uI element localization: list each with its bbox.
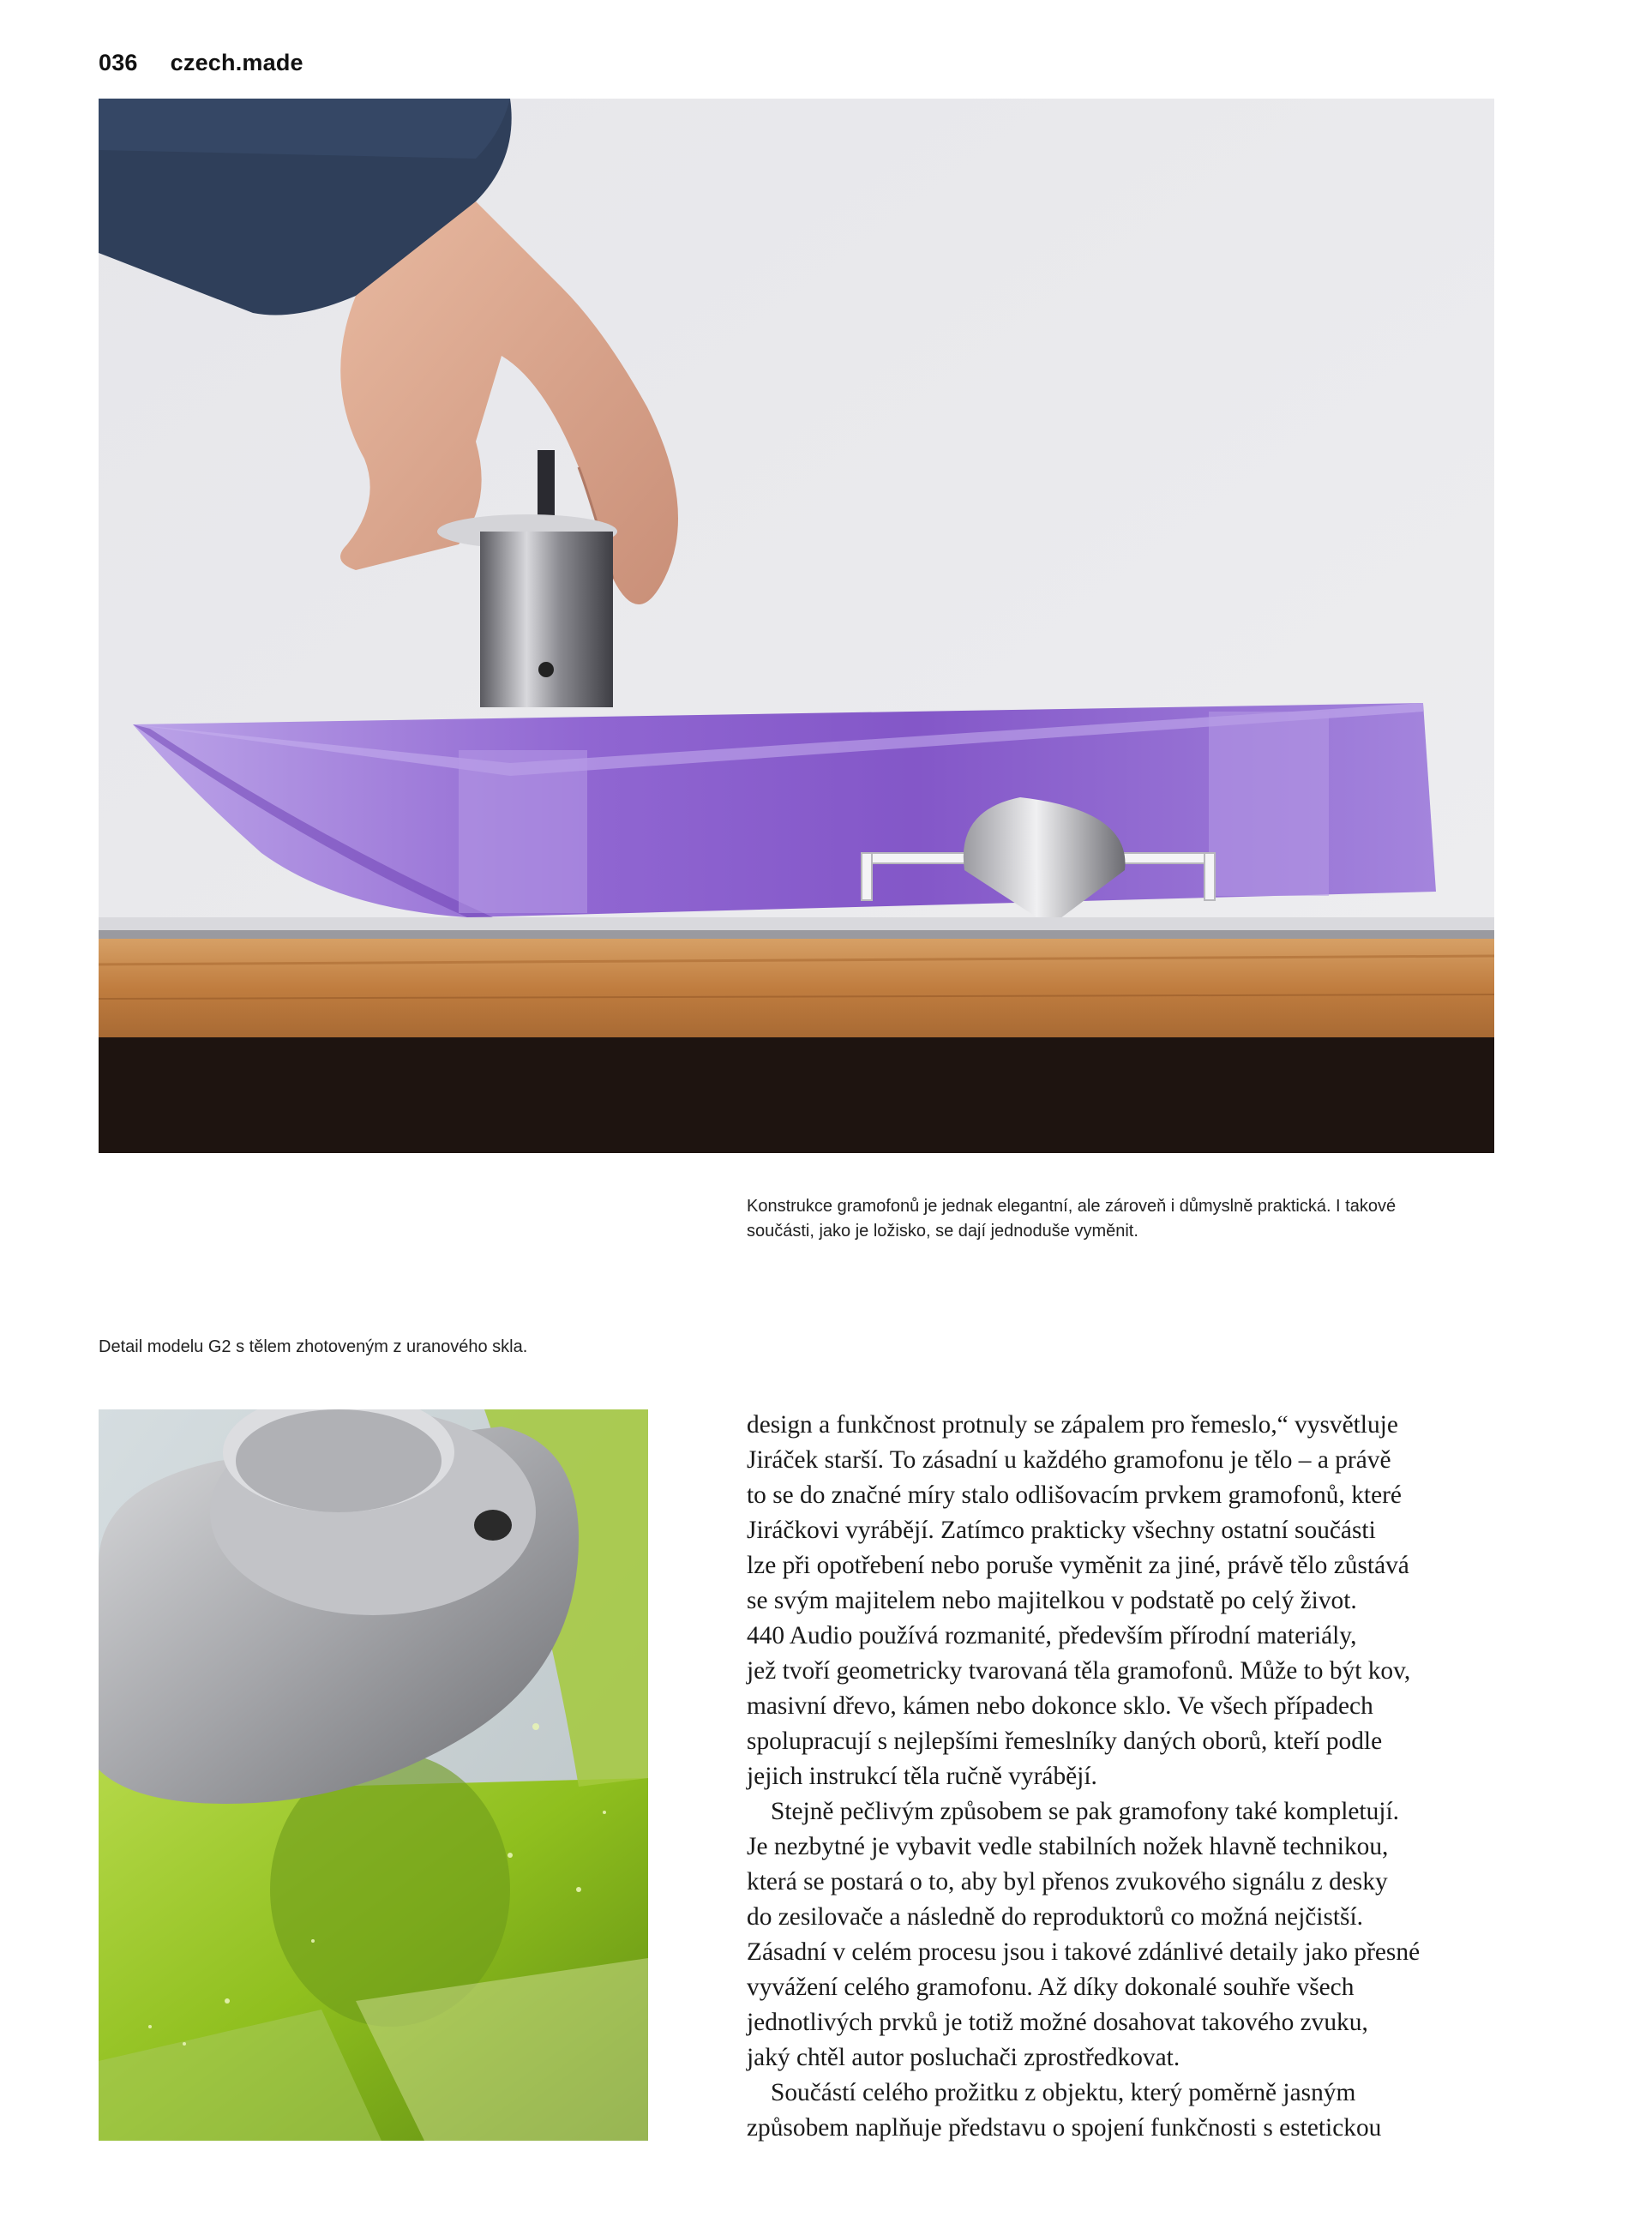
article-line: Jiráčkovi vyrábějí. Zatímco prakticky všechny ostatní součásti [747, 1517, 1376, 1544]
bottom-photo-caption: Detail modelu G2 s tělem zhotoveným z uranového skla. [99, 1337, 528, 1356]
article-line: způsobem naplňuje představu o spojení funkčnosti s estetickou [747, 2114, 1382, 2142]
article-line: 440 Audio používá rozmanité, především přírodní materiály, [747, 1622, 1357, 1649]
turntable-hand-photo [99, 99, 1494, 1153]
page-number: 036 [99, 50, 138, 75]
page-header [99, 50, 303, 76]
article-line: lze při opotřebení nebo poruše vyměnit za jiné, právě tělo zůstává [747, 1552, 1409, 1579]
article-line: se svým majitelem nebo majitelkou v podstatě po celý život. [747, 1587, 1357, 1614]
uranium-glass-illustration [99, 1409, 648, 2141]
magazine-title: czech.made [170, 50, 303, 75]
turntable-hand-illustration [99, 99, 1494, 1153]
article-line: Součástí celého prožitku z objektu, který poměrně jasným [771, 2079, 1356, 2106]
article-line: design a funkčnost protnuly se zápalem pro řemeslo,“ vysvětluje [747, 1411, 1398, 1439]
article-line: jaký chtěl autor posluchači zprostředkovat. [747, 2044, 1180, 2071]
caption-line: Konstrukce gramofonů je jednak elegantní, ale zároveň i důmyslně praktická. I takové [747, 1197, 1397, 1216]
article-line: to se do značné míry stalo odlišovacím prvkem gramofonů, které [747, 1481, 1402, 1509]
article-line: spolupracují s nejlepšími řemeslníky daných oborů, kteří podle [747, 1727, 1383, 1755]
article-line: vyvážení celého gramofonu. Až díky dokonalé souhře všech [747, 1974, 1355, 2001]
article-line: jež tvoří geometricky tvarovaná těla gramofonů. Může to být kov, [747, 1657, 1411, 1685]
article-line: Stejně pečlivým způsobem se pak gramofony také kompletují. [771, 1798, 1399, 1825]
top-photo-caption [747, 1194, 1484, 1244]
article-line: Jiráček starší. To zásadní u každého gramofonu je tělo – a právě [747, 1446, 1391, 1474]
article-line: Zásadní v celém procesu jsou i takové zdánlivé detaily jako přesné [747, 1938, 1421, 1966]
article-line: Je nezbytné je vybavit vedle stabilních nožek hlavně technikou, [747, 1833, 1389, 1860]
article-line: jednotlivých prvků je totiž možné dosahovat takového zvuku, [747, 2009, 1368, 2036]
uranium-glass-detail-photo [99, 1409, 648, 2141]
article-body [747, 1408, 1484, 2146]
article-line: jejich instrukcí těla ručně vyrábějí. [747, 1763, 1097, 1790]
article-line: masivní dřevo, kámen nebo dokonce sklo. Ve všech případech [747, 1692, 1373, 1720]
article-line: která se postará o to, aby byl přenos zvukového signálu z desky [747, 1868, 1388, 1896]
article-line: do zesilovače a následně do reproduktorů co možná nejčistší. [747, 1903, 1364, 1931]
caption-line: součásti, jako je ložisko, se dají jednoduše vyměnit. [747, 1222, 1138, 1241]
